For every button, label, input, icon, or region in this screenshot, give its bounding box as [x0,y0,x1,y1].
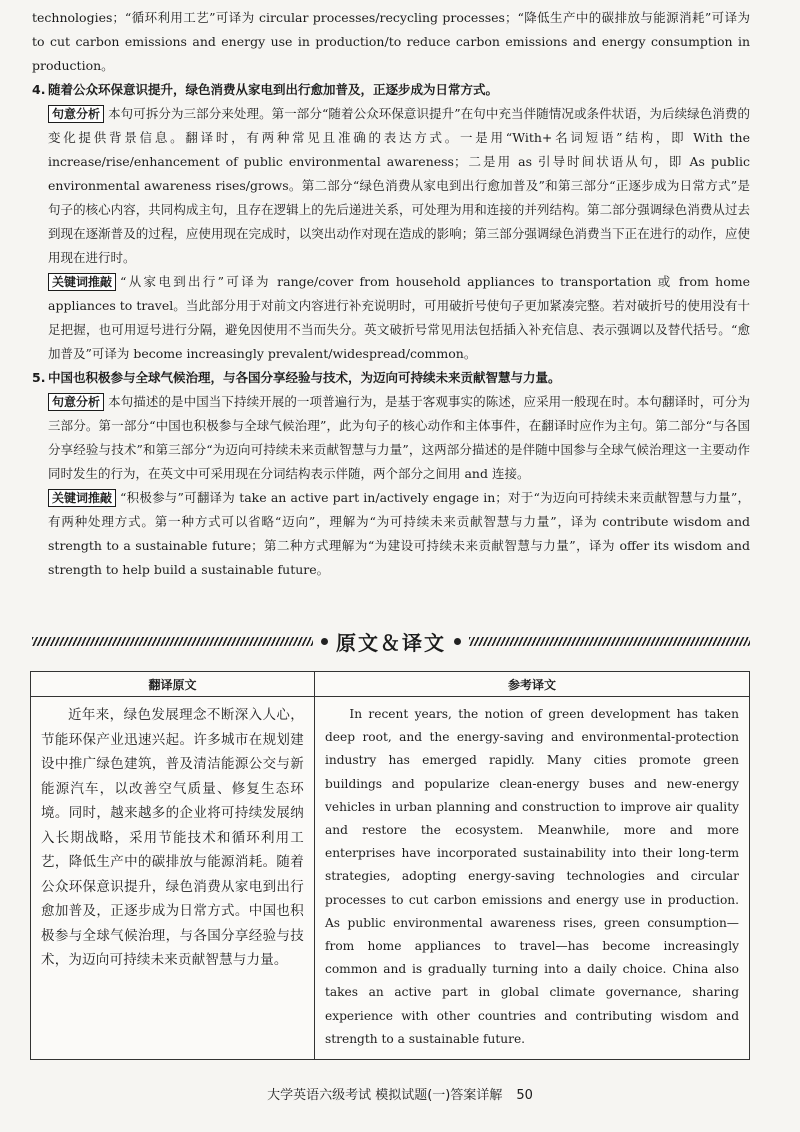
item-5-keyword-text: “积极参与”可翻译为 take an active part in/actively engage in；对于“为迈向可持续未来贡献智慧与力量”，有两种处理方式。第一种方式可以省略“迈向”，理解为“为可持续未来贡献智慧与力量”，译为 contribute wisdom and strength to a sustainable future；第二种方式理解为“为建设可持续未来贡献智慧与力量”，译为 offer its wisdom and strength to help build a sustainable future。 [48,490,750,577]
item-5-analysis-label: 句意分析 [48,393,104,411]
target-cell [315,697,750,1060]
divider-hatch-right [469,637,750,646]
item-4-sentence [32,78,750,102]
section-title: 原文＆译文 [336,630,446,655]
source-text: 近年来，绿色发展理念不断深入人心，节能环保产业迅速兴起。许多城市在规划建设中推广绿色建筑，普及清洁能源公交与新能源汽车，以改善空气质量、修复生态环境。同时，越来越多的企业将可持续发展纳入长期战略，采用节能技术和循环利用工艺，降低生产中的碳排放与能源消耗。随着公众环保意识提升，绿色消费从家电到出行愈加普及，正逐步成为日常方式。中国也积极参与全球气候治理，与各国分享经验与技术，为迈向可持续未来贡献智慧与力量。 [41,707,304,968]
item-5-sentence-text: 中国也积极参与全球气候治理，与各国分享经验与技术，为迈向可持续未来贡献智慧与力量。 [48,370,561,385]
item-4-number: 4. [32,82,46,97]
item-4-analysis-label: 句意分析 [48,105,104,123]
page-footer [0,1084,800,1103]
divider-hatch-left [32,637,313,646]
table-header-row [31,672,750,697]
section-divider [32,626,750,656]
item-5-analysis-text: 本句描述的是中国当下持续开展的一项普遍行为，是基于客观事实的陈述，应采用一般现在时。本句翻译时，可分为三部分。第一部分“中国也积极参与全球气候治理”，此为句子的核心动作和主体事件，在翻译时应作为主句。第二部分“与各国分享经验与技术”和第三部分“为迈向可持续未来贡献智慧与力量”，这两部分描述的是伴随中国参与全球气候治理这一主要动作同时发生的行为，在英文中可采用现在分词结构表示伴随，两个部分之间用 and 连接。 [48,394,750,481]
item-5-number: 5. [32,370,46,385]
item-5-analysis [32,390,750,486]
bullet-dot-icon [454,638,461,645]
item-4-analysis [32,102,750,270]
footer-title: 大学英语六级考试 模拟试题(一)答案详解 [267,1088,503,1103]
header-target: 参考译文 [315,672,750,697]
table-row [31,697,750,1060]
item-5-keyword-label: 关键词推敲 [48,489,116,507]
main-content [32,6,750,582]
item-4-keyword-label: 关键词推敲 [48,273,116,291]
item-4-sentence-text: 随着公众环保意识提升，绿色消费从家电到出行愈加普及，正逐步成为日常方式。 [48,82,499,97]
page-number: 50 [516,1088,533,1103]
intro-paragraph: technologies；“循环利用工艺”可译为 circular processes/recycling processes；“降低生产中的碳排放与能源消耗”可译为 to cut carbon emissions and energy use in production/to reduce carbon emissions and energy consumption in production。 [32,10,750,73]
translation-table [30,671,750,1060]
item-5-keyword [32,486,750,582]
item-4-analysis-text: 本句可拆分为三部分来处理。第一部分“随着公众环保意识提升”在句中充当伴随情况或条件状语，为后续绿色消费的变化提供背景信息。翻译时，有两种常见且准确的表达方式。一是用“With+名词短语”结构，即 With the increase/rise/enhancement of public environmental awareness；二是用 as 引导时间状语从句，即 As public environmental awareness rises/grows。第二部分“绿色消费从家电到出行愈加普及”和第三部分“正逐步成为日常方式”是句子的核心内容，共同构成主句，且存在逻辑上的先后递进关系，可处理为用和连接的并列结构。第二部分强调绿色消费从过去到现在逐渐普及的过程，应使用现在完成时，以突出动作对现在造成的影响；第三部分强调绿色消费当下正在进行的动作，应使用现在进行时。 [48,106,750,265]
bullet-dot-icon [321,638,328,645]
source-cell [31,697,315,1060]
item-4-keyword-text: “从家电到出行”可译为 range/cover from household appliances to transportation 或 from home appliances to travel。当此部分用于对前文内容进行补充说明时，可用破折号使句子更加紧凑完整。若对破折号的使用没有十足把握，也可用逗号进行分隔，避免因使用不当而失分。英文破折号常见用法包括插入补充信息、表示强调以及替代括号。“愈加普及”可译为 become increasingly prevalent/widespread/common。 [48,274,750,361]
item-5-sentence [32,366,750,390]
header-source: 翻译原文 [31,672,315,697]
item-4-keyword [32,270,750,366]
target-text: In recent years, the notion of green development has taken deep root, and the energy-saving and environmental-protection industry has emerged rapidly. Many cities promote green buildings and popularize clean-energy buses and new-energy vehicles in urban planning and construction to improve air quality and restore the ecosystem. Meanwhile, more and more enterprises have incorporated sustainability into their long-term strategies, adopting energy-saving technologies and circular processes to cut carbon emissions and energy use in production. As public environmental awareness rises, green consumption—from home appliances to travel—has become increasingly common and is gradually turning into a daily choice. China also takes an active part in global climate governance, sharing experience with other countries and contributing wisdom and strength to a sustainable future. [325,707,739,1046]
